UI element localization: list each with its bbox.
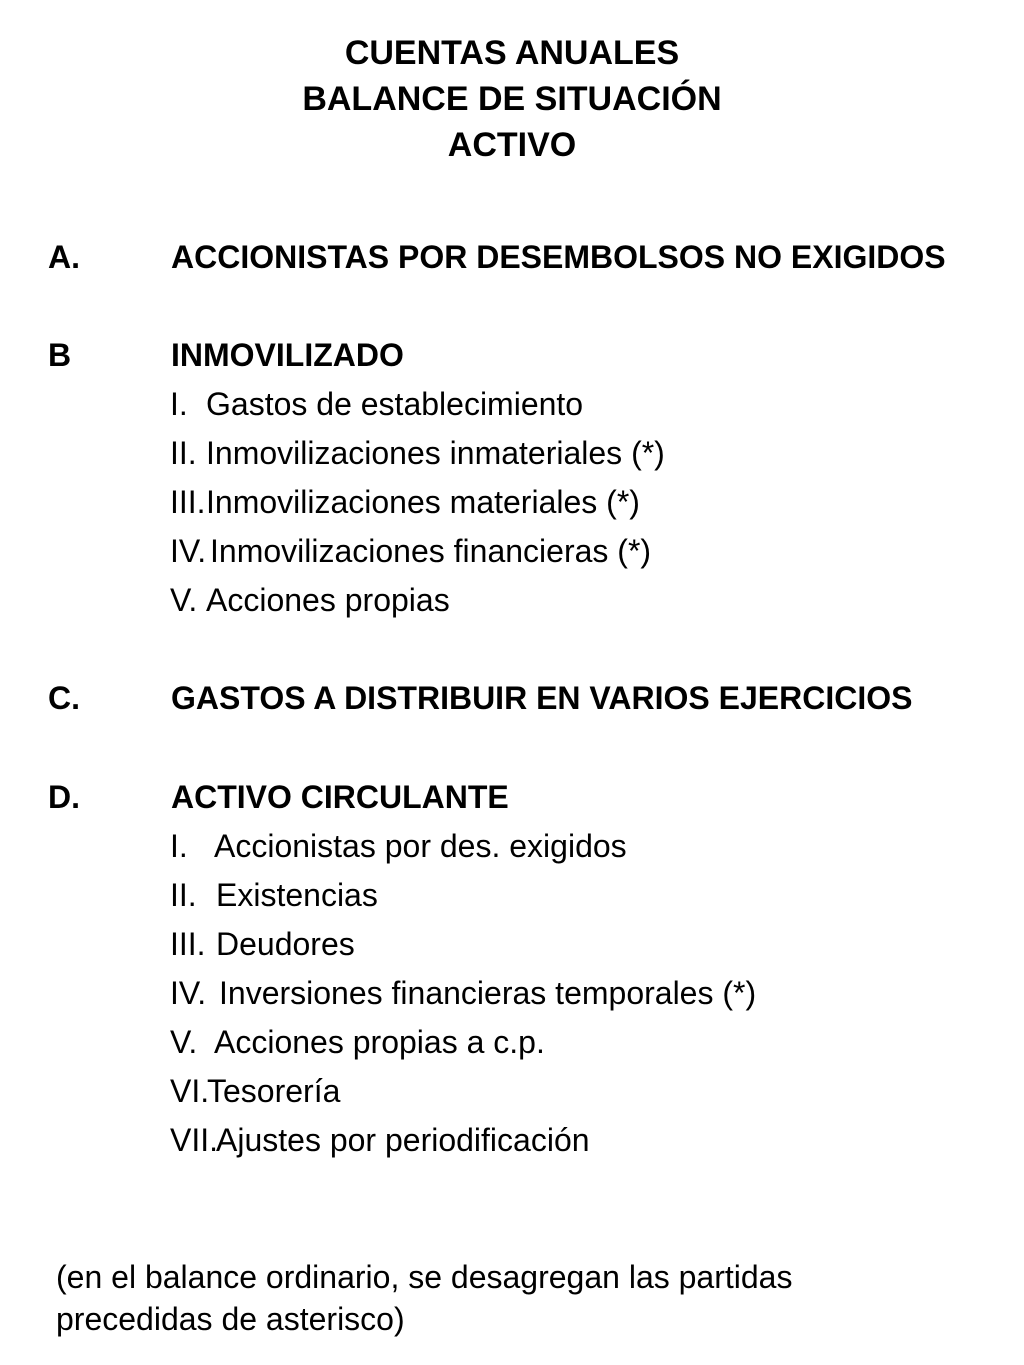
section-letter: A. <box>48 239 80 275</box>
item-label: Acciones propias <box>206 582 450 618</box>
section-a-heading <box>0 237 1024 277</box>
section-label: ACTIVO CIRCULANTE <box>171 779 509 815</box>
item-label: Inmovilizaciones inmateriales (*) <box>206 435 665 471</box>
list-item <box>0 826 1024 866</box>
list-item <box>0 482 1024 522</box>
item-label: Gastos de establecimiento <box>206 386 584 422</box>
item-label: Inversiones financieras temporales (*) <box>219 975 757 1011</box>
item-label: Inmovilizaciones materiales (*) <box>206 484 640 520</box>
item-numeral: I. <box>170 386 188 422</box>
title-line-activo: ACTIVO <box>447 126 577 164</box>
item-numeral: IV. <box>170 975 207 1011</box>
item-label: Tesorería <box>207 1073 341 1109</box>
item-label: Deudores <box>216 926 355 962</box>
item-numeral: IV. <box>170 533 207 569</box>
list-item <box>0 433 1024 473</box>
list-item <box>0 1120 1024 1160</box>
section-label: INMOVILIZADO <box>171 337 404 373</box>
title-line-balance-de-situacion: BALANCE DE SITUACIÓN <box>302 80 722 118</box>
item-label: Accionistas por des. exigidos <box>214 828 627 864</box>
list-item <box>0 580 1024 620</box>
title-line-cuentas-anuales: CUENTAS ANUALES <box>344 34 680 72</box>
section-label: GASTOS A DISTRIBUIR EN VARIOS EJERCICIOS <box>171 680 913 716</box>
section-label: ACCIONISTAS POR DESEMBOLSOS NO EXIGIDOS <box>171 239 946 275</box>
list-item <box>0 924 1024 964</box>
item-numeral: VII. <box>170 1122 219 1158</box>
item-numeral: V. <box>170 1024 198 1060</box>
section-d-heading <box>0 777 1024 817</box>
item-numeral: I. <box>170 828 188 864</box>
item-numeral: II. <box>170 435 197 471</box>
section-b-heading <box>0 335 1024 375</box>
item-label: Acciones propias a c.p. <box>214 1024 545 1060</box>
item-label: Existencias <box>216 877 378 913</box>
section-c-heading <box>0 678 1024 718</box>
item-numeral: III. <box>170 484 206 520</box>
item-numeral: V. <box>170 582 198 618</box>
footnote-line: (en el balance ordinario, se desagregan las partidas <box>56 1259 793 1295</box>
section-letter: C. <box>48 680 80 716</box>
list-item <box>0 973 1024 1013</box>
list-item <box>0 1022 1024 1062</box>
footnote-line: precedidas de asterisco) <box>56 1301 405 1337</box>
section-letter: D. <box>48 779 80 815</box>
item-numeral: III. <box>170 926 206 962</box>
item-label: Inmovilizaciones financieras (*) <box>210 533 652 569</box>
document-title <box>0 30 1024 168</box>
list-item <box>0 384 1024 424</box>
section-letter: B <box>48 337 72 373</box>
item-numeral: VI. <box>170 1073 210 1109</box>
item-label: Ajustes por periodificación <box>216 1122 590 1158</box>
item-numeral: II. <box>170 877 197 913</box>
footnote <box>56 1256 996 1340</box>
list-item <box>0 531 1024 571</box>
list-item <box>0 875 1024 915</box>
list-item <box>0 1071 1024 1111</box>
